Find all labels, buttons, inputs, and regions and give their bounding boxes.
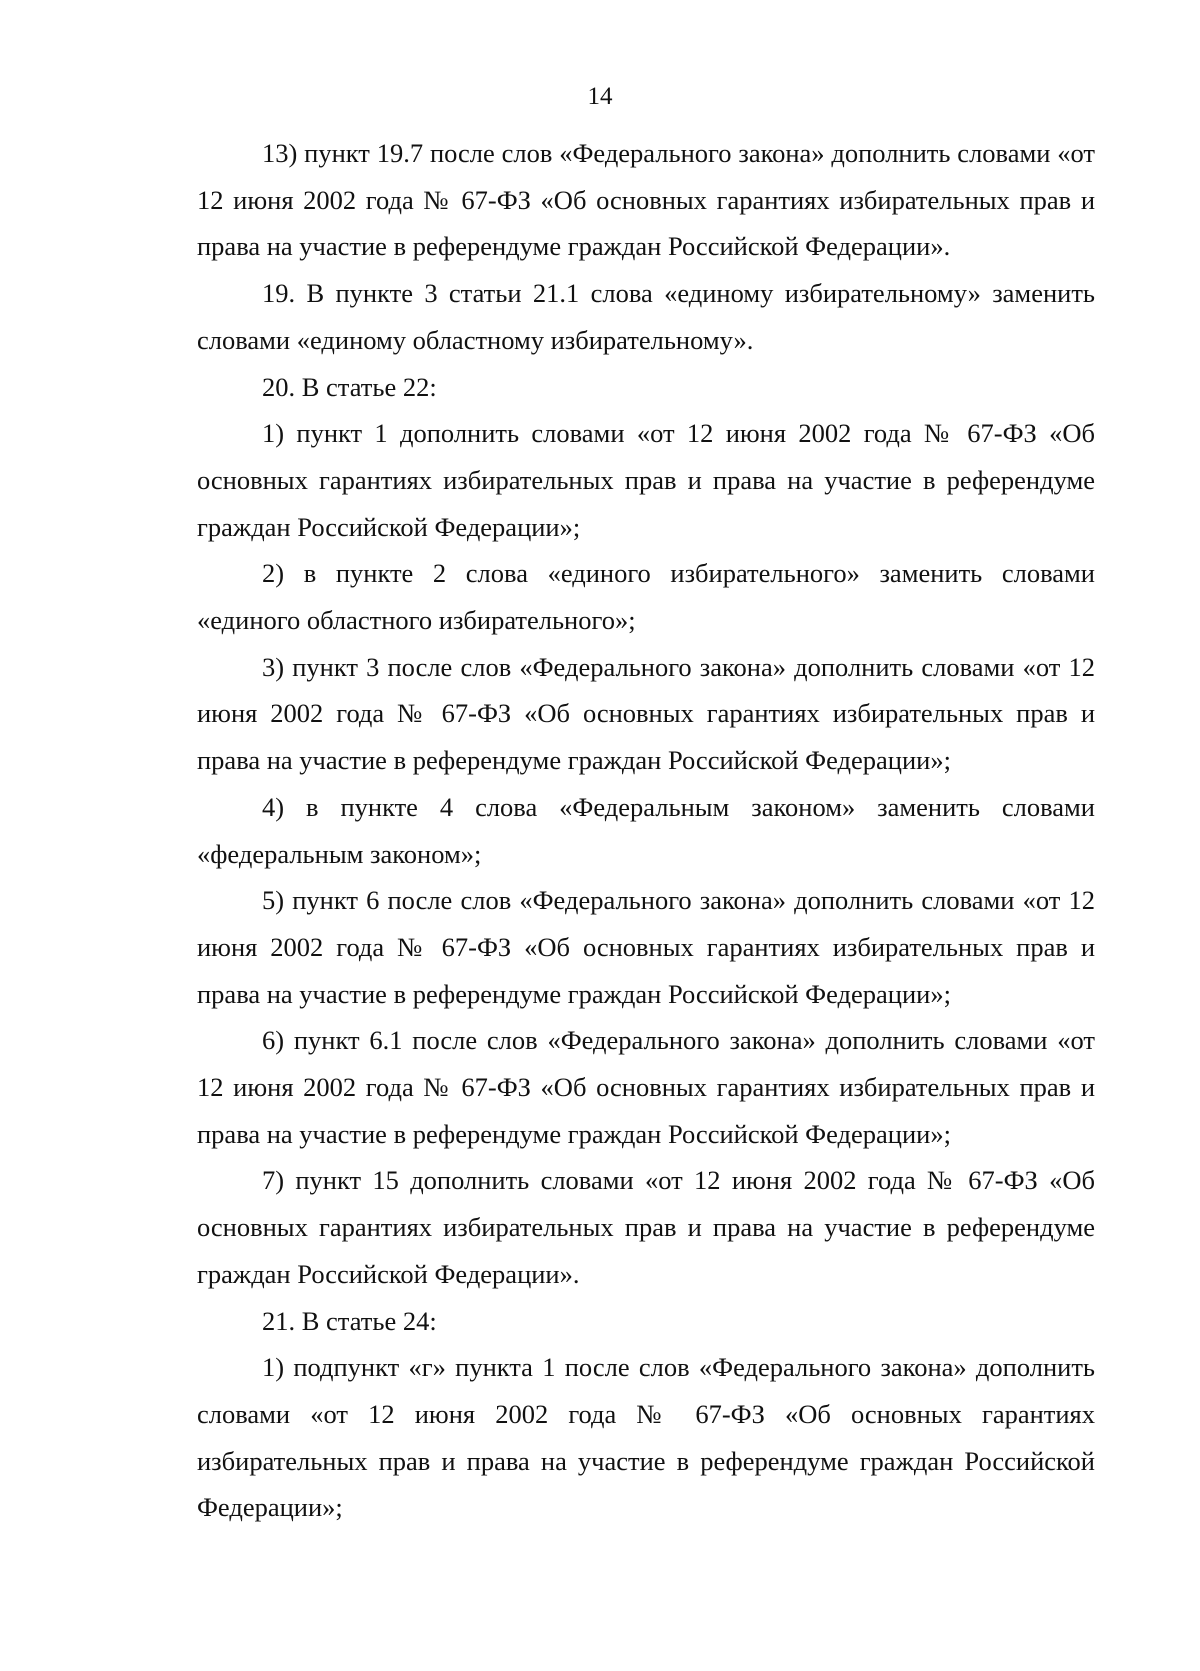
paragraph-21-1: 1) подпункт «г» пункта 1 после слов «Федерального закона» дополнить словами «от 12 июня 2002 года № 67-ФЗ «Об основных гарантиях избирательных прав и права на участие в референдуме граждан Российской Федерации»; [197, 1352, 1095, 1523]
paragraph-20-7: 7) пункт 15 дополнить словами «от 12 июня 2002 года № 67-ФЗ «Об основных гарантиях избирательных прав и права на участие в референдуме граждан Российской Федерации». [197, 1165, 1095, 1289]
paragraph-20-5: 5) пункт 6 после слов «Федерального закона» дополнить словами «от 12 июня 2002 года № 67-ФЗ «Об основных гарантиях избирательных прав и права на участие в референдуме граждан Российской Федерации»; [197, 885, 1095, 1009]
document-body [197, 130, 1095, 1531]
page-number: 14 [587, 83, 613, 110]
paragraph-20-heading: 20. В статье 22: [262, 371, 437, 402]
paragraph-21-heading: 21. В статье 24: [262, 1305, 437, 1336]
paragraph-20-2: 2) в пункте 2 слова «единого избирательного» заменить словами «единого областного избирательного»; [197, 558, 1095, 636]
paragraph-20-6: 6) пункт 6.1 после слов «Федерального закона» дополнить словами «от 12 июня 2002 года № 67-ФЗ «Об основных гарантиях избирательных прав и права на участие в референдуме граждан Российской Федерации»; [197, 1025, 1095, 1149]
paragraph-20-4: 4) в пункте 4 слова «Федеральным законом» заменить словами «федеральным законом»; [197, 791, 1095, 869]
paragraph-13: 13) пункт 19.7 после слов «Федерального закона» дополнить словами «от 12 июня 2002 года № 67-ФЗ «Об основных гарантиях избирательных прав и права на участие в референдуме граждан Российской Федерации». [197, 138, 1095, 262]
paragraph-20-1: 1) пункт 1 дополнить словами «от 12 июня 2002 года № 67-ФЗ «Об основных гарантиях избирательных прав и права на участие в референдуме граждан Российской Федерации»; [197, 418, 1095, 542]
paragraph-19: 19. В пункте 3 статьи 21.1 слова «единому избирательному» заменить словами «единому областному избирательному». [197, 278, 1095, 355]
paragraph-20-3: 3) пункт 3 после слов «Федерального закона» дополнить словами «от 12 июня 2002 года № 67-ФЗ «Об основных гарантиях избирательных прав и права на участие в референдуме граждан Российской Федерации»; [197, 651, 1095, 776]
